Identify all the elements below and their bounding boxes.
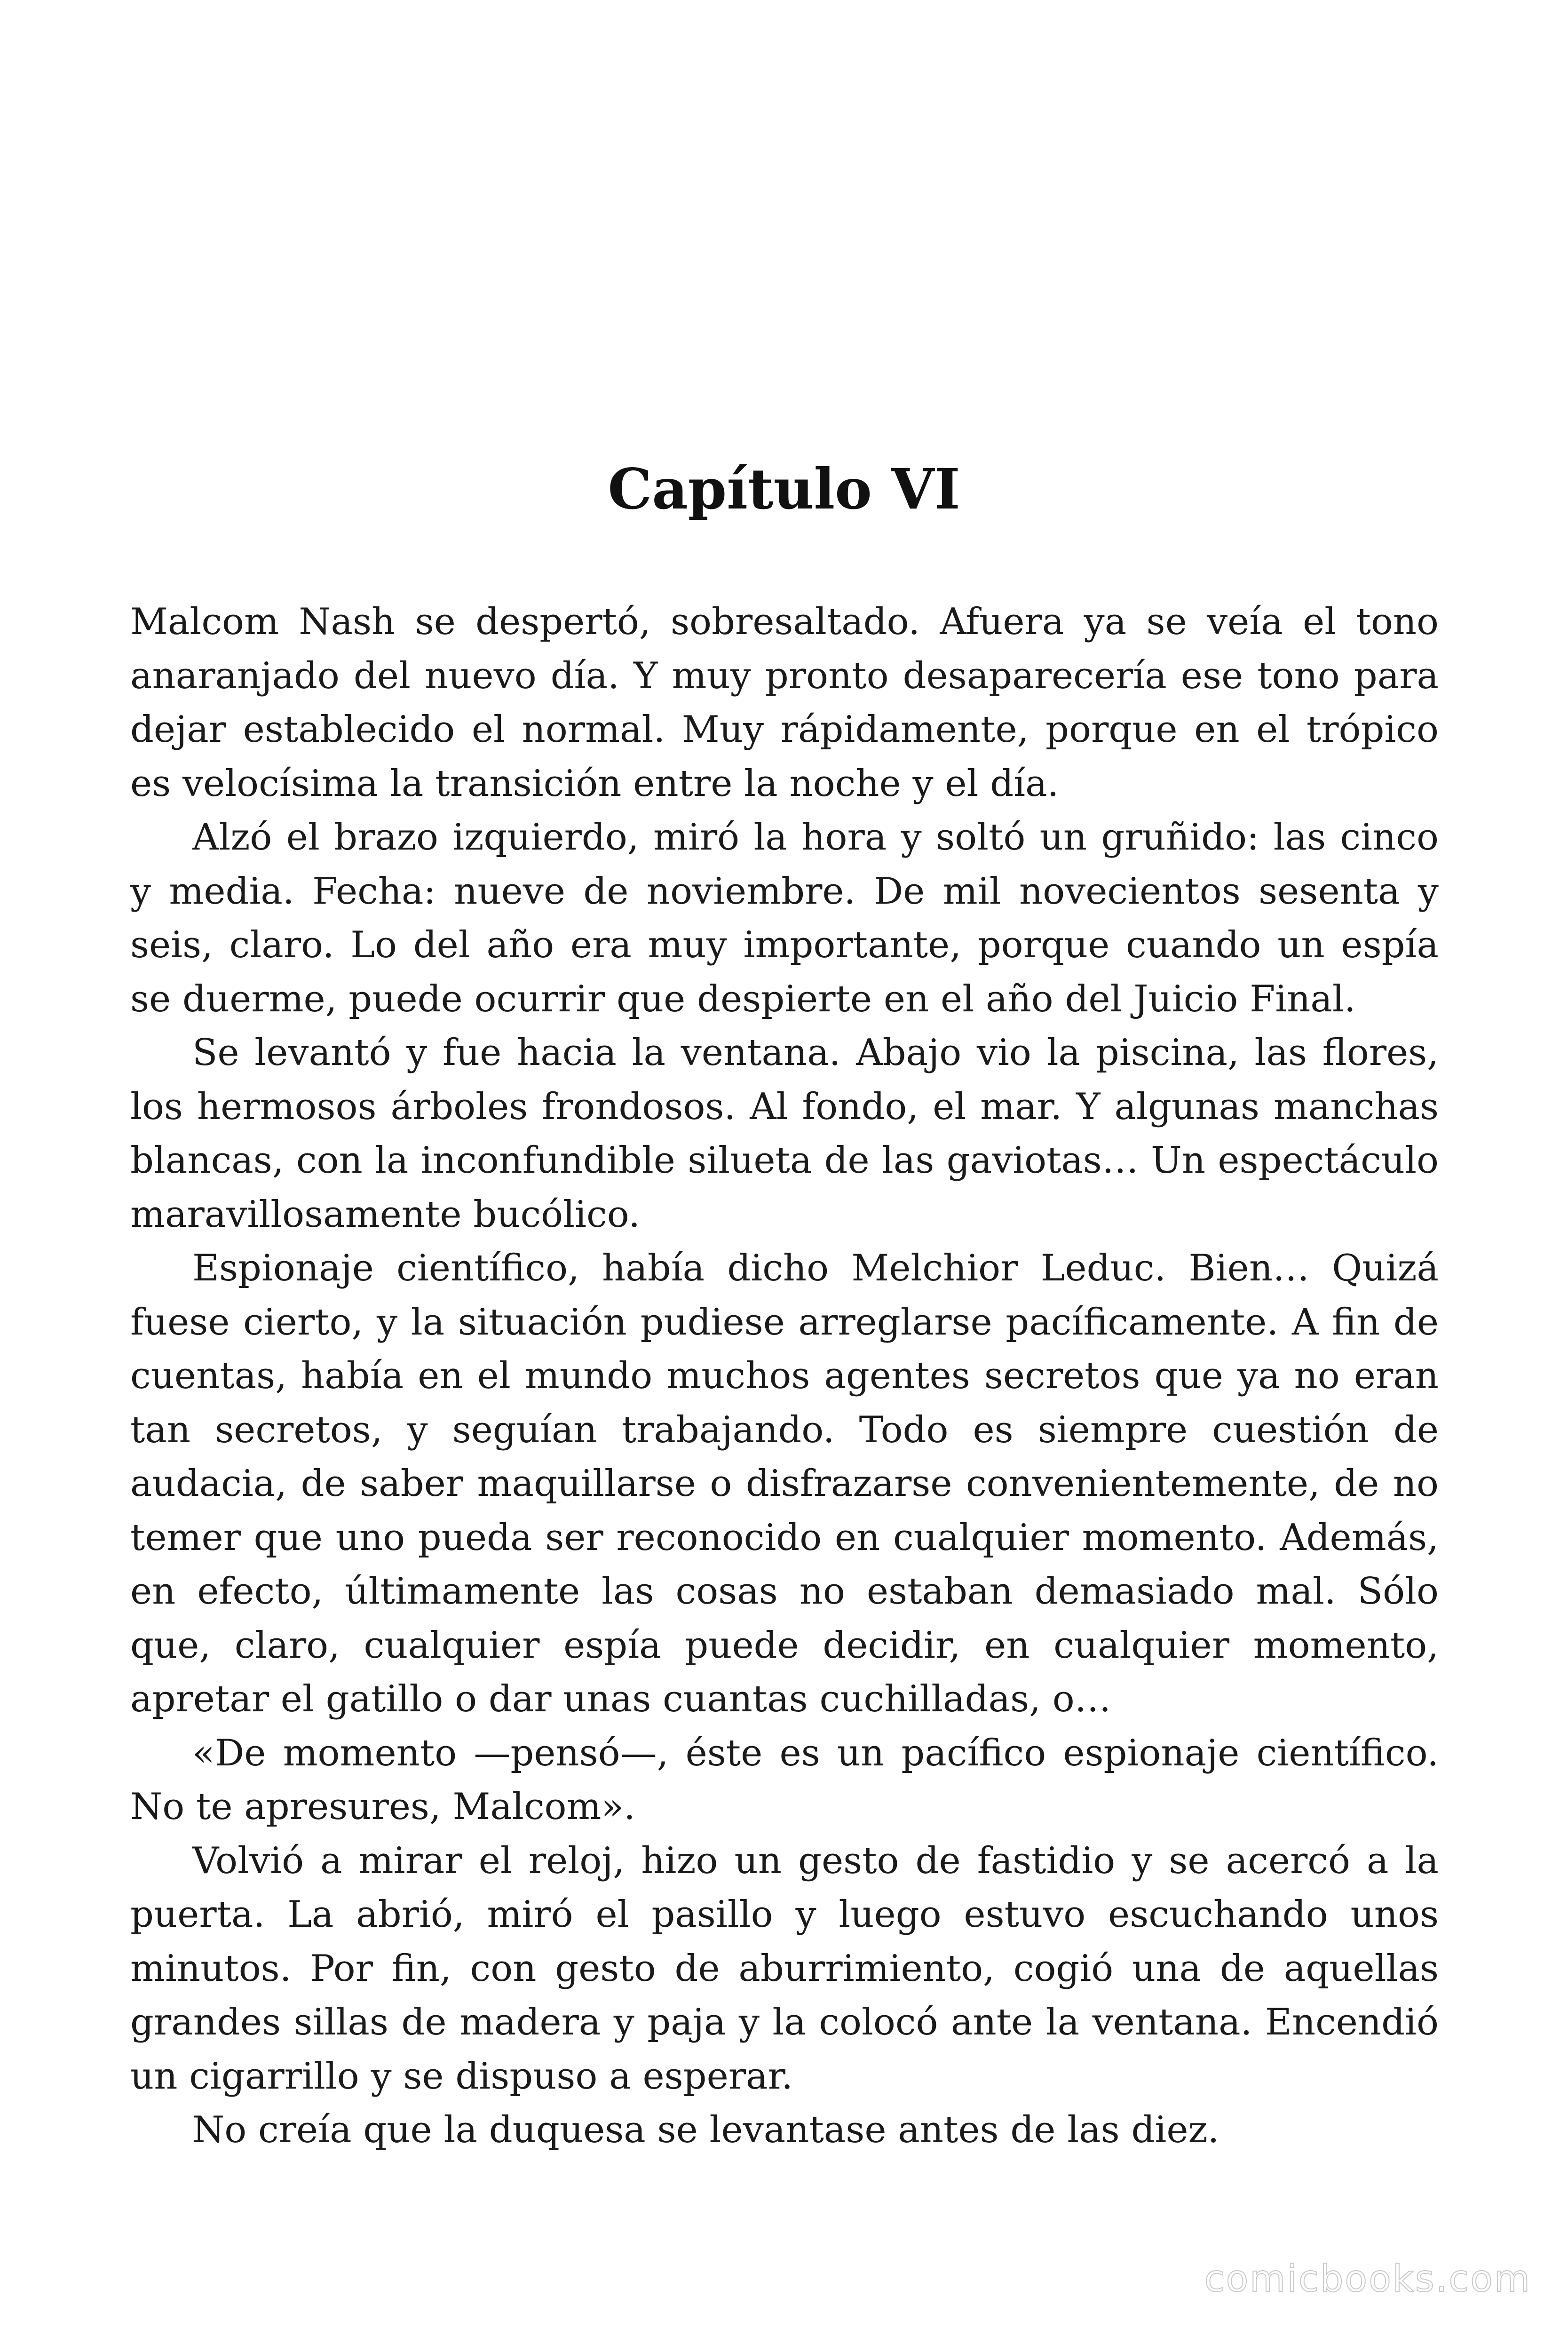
paragraph: Volvió a mirar el reloj, hizo un gesto de fastidio y se acercó a la puerta. La abrió, miró el pasillo y luego estuvo escuchando unos minutos. Por fin, con gesto de aburrimiento, cogió una de aquellas grandes sillas de madera y paja y la colocó ante la ventana. Encendió un cigarrillo y se dispuso a esperar. <box>130 1839 1439 2098</box>
watermark: comicbooks.com <box>1204 2258 1531 2300</box>
paragraph: Malcom Nash se despertó, sobresaltado. Afuera ya se veía el tono anaranjado del nuevo día. Y muy pronto desaparecería ese tono para dejar establecido el normal. Muy rápidamente, porque en el trópico es velocísima la transición entre la noche y el día. <box>130 601 1439 805</box>
paragraph: «De momento —pensó—, éste es un pacífico espionaje científico. No te apresures, Malcom». <box>130 1732 1439 1828</box>
chapter-body <box>130 595 1439 2157</box>
paragraph: No creía que la duquesa se levantase antes de las diez. <box>192 2109 1220 2151</box>
paragraph: Se levantó y fue hacia la ventana. Abajo vio la piscina, las flores, los hermosos árboles frondosos. Al fondo, el mar. Y algunas manchas blancas, con la inconfundible silueta de las gaviotas… Un espectáculo maravillosamente bucólico. <box>130 1032 1439 1236</box>
chapter-title: Capítulo VI <box>608 456 960 522</box>
paragraph: Alzó el brazo izquierdo, miró la hora y soltó un gruñido: las cinco y media. Fecha: nueve de noviembre. De mil novecientos sesenta y seis, claro. Lo del año era muy importante, porque cuando un espía se duerme, puede ocurrir que despierte en el año del Juicio Final. <box>130 816 1439 1020</box>
paragraph: Espionaje científico, había dicho Melchior Leduc. Bien… Quizá fuese cierto, y la situación pudiese arreglarse pacíficamente. A fin de cuentas, había en el mundo muchos agentes secretos que ya no eran tan secretos, y seguían trabajando. Todo es siempre cuestión de audacia, de saber maquillarse o disfrazarse convenientemente, de no temer que uno pueda ser reconocido en cualquier momento. Además, en efecto, últimamente las cosas no estaban demasiado mal. Sólo que, claro, cualquier espía puede decidir, en cualquier momento, apretar el gatillo o dar unas cuantas cuchilladas, o… <box>130 1247 1439 1720</box>
